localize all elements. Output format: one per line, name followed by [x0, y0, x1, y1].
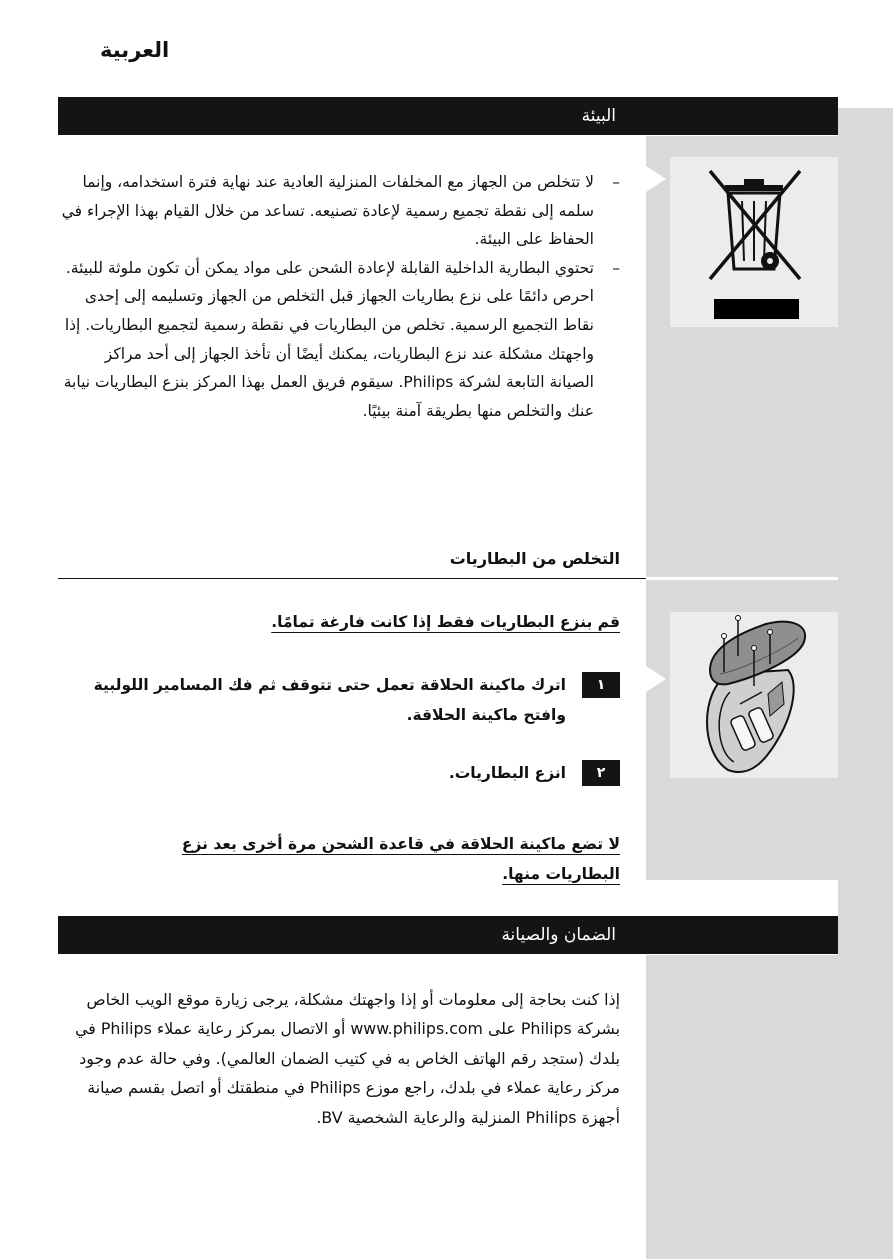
guarantee-body: إذا كنت بحاجة إلى معلومات أو إذا واجهتك مشكلة، يرجى زيارة موقع الويب الخاص بشركة Philips على www.philips.com أو الاتصال بمركز رعاية عملاء Philips في بلدك (ستجد رقم الهاتف الخاص به في كتيب الضمان العالمي). وفي حالة عدم وجود مركز رعاية عملاء في بلدك، راجع موزع Philips في منطقتك أو اتصل بقسم صيانة أجهزة Philips المنزلية والرعاية الشخصية BV. — [75, 990, 620, 1127]
section-bar-environment — [58, 97, 838, 135]
page-language-title: العربية — [100, 38, 170, 62]
callout-pointer — [646, 666, 666, 692]
guarantee-text — [58, 985, 620, 1132]
crossed-out-wheelie-bin-icon — [670, 157, 838, 327]
shaver-opened-with-screws-illustration — [670, 612, 838, 778]
shaver-illustration-box — [670, 612, 838, 778]
environment-text — [58, 168, 620, 425]
dash-bullet: – — [612, 258, 620, 277]
step-2-text: انزع البطاريات. — [448, 764, 566, 782]
step-2 — [58, 760, 620, 788]
dash-bullet: – — [612, 173, 620, 191]
environment-item-1: لا تتخلص من الجهاز مع المخلفات المنزلية العادية عند نهاية فترة استخدامه، وإنما سلمه إلى نقطة تجميع رسمية لإعادة تصنيعه. تساعد من خلال القيام بهذا الإجراء في الحفاظ على البيئة. — [61, 173, 594, 249]
battery-note-top-text: قم بنزع البطاريات فقط إذا كانت فارغة تمامًا. — [271, 613, 620, 631]
weee-symbol-box — [670, 157, 838, 327]
battery-note-top — [58, 607, 620, 637]
step-1-number: ١ — [582, 672, 620, 698]
environment-item-2: تحتوي البطارية الداخلية القابلة لإعادة الشحن على مواد يمكن أن تكون ملوثة للبيئة. احرص دائمًا على نزع بطاريات الجهاز قبل التخلص من الجهاز وتسليمه إلى إحدى نقاط التجميع الرسمية. تخلص من البطاريات في نقطة رسمية لتجميع البطاريات. إذا واجهتك مشكلة عند نزع البطاريات، يمكنك أيضًا أن تأخذ الجهاز إلى أحد مراكز الصيانة التابعة لشركة Philips. سيقوم فريق العمل بهذا المركز بنزع البطاريات نيابة عنك والتخلص منها بطريقة آمنة بيئيًا. — [63, 258, 594, 420]
battery-removal-heading: التخلص من البطاريات — [449, 549, 620, 568]
callout-pointer — [646, 166, 666, 192]
battery-note-bottom — [58, 829, 620, 889]
section-heading-guarantee: الضمان والصيانة — [501, 925, 616, 945]
right-margin-strip — [838, 108, 893, 1259]
section-heading-environment: البيئة — [581, 106, 616, 126]
list-item — [58, 168, 620, 254]
list-item — [58, 254, 620, 426]
battery-note-bottom-text: لا تضع ماكينة الحلاقة في قاعدة الشحن مرة أخرى بعد نزع البطاريات منها. — [181, 835, 620, 883]
step-2-number: ٢ — [582, 760, 620, 786]
section-divider — [58, 578, 646, 579]
step-1-text: اترك ماكينة الحلاقة تعمل حتى تتوقف ثم فك المسامير اللولبية وافتح ماكينة الحلاقة. — [93, 676, 566, 724]
section-bar-guarantee — [58, 916, 838, 954]
step-1 — [58, 672, 620, 730]
side-column-guarantee — [646, 955, 838, 1259]
